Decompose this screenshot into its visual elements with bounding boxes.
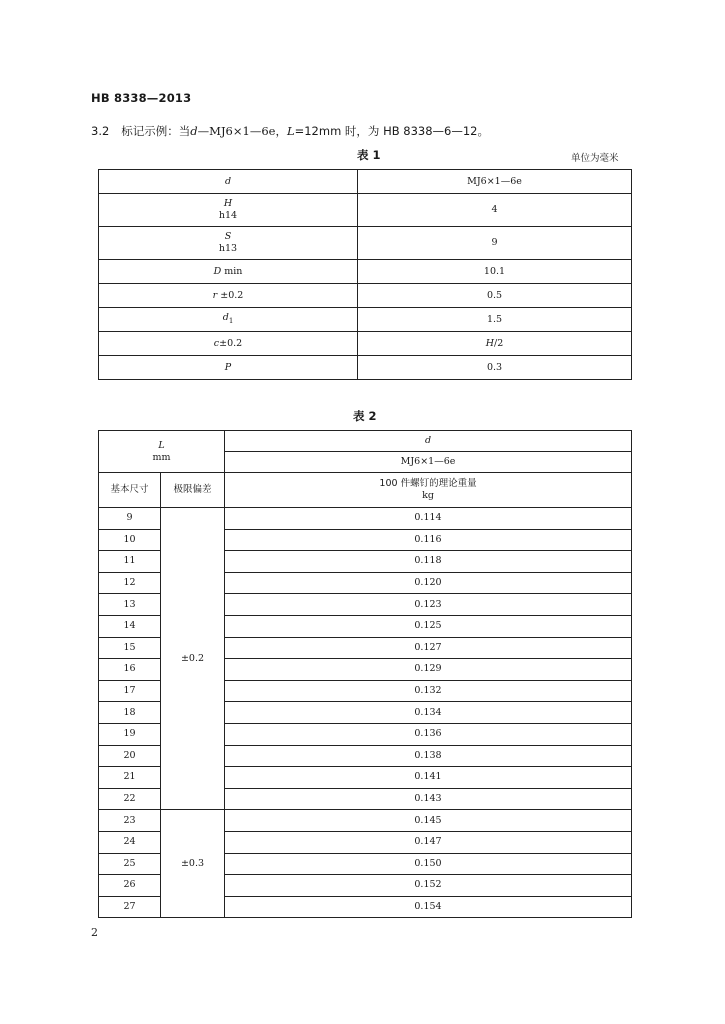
table-row [99, 356, 632, 380]
clause-number: 3.2 [91, 124, 110, 138]
size-cell: 19 [99, 723, 161, 745]
value-cell: 10.1 [358, 260, 632, 284]
length-unit: mm [152, 451, 171, 463]
param-symbol: D [213, 265, 222, 277]
param-cell [99, 308, 358, 332]
tolerance-header: 极限偏差 [161, 473, 225, 508]
size-cell: 9 [99, 508, 161, 530]
value-rest: /2 [494, 337, 504, 349]
tolerance-cell: ±0.2 [161, 508, 225, 810]
table1-dimensions [98, 169, 632, 380]
tolerance-cell: ±0.3 [161, 810, 225, 918]
value-cell [358, 332, 632, 356]
param-symbol: r [212, 289, 218, 301]
document-header: HB 8338—2013 [91, 91, 192, 105]
value-cell: 4 [358, 194, 632, 227]
d-header-cell: d [225, 431, 632, 452]
value-cell: MJ6×1—6e [358, 170, 632, 194]
size-cell: 24 [99, 831, 161, 853]
size-cell: 14 [99, 615, 161, 637]
param-suffix: min [221, 265, 243, 277]
clause-l-value: =12mm 时，为 HB 8338—6—12。 [294, 124, 489, 138]
param-symbol: d [222, 312, 229, 324]
param-symbol: H [223, 198, 233, 209]
weight-cell: 0.132 [225, 680, 632, 702]
weight-cell: 0.141 [225, 767, 632, 789]
value-symbol: H [485, 337, 495, 349]
weight-unit: kg [422, 490, 434, 501]
param-cell [99, 284, 358, 308]
size-cell: 20 [99, 745, 161, 767]
table-row [99, 227, 632, 260]
size-cell: 17 [99, 680, 161, 702]
size-cell: 21 [99, 767, 161, 789]
value-cell: 0.3 [358, 356, 632, 380]
table1-title: 表 1 [357, 148, 381, 162]
weight-header-label: 100 件螺钉的理论重量 [379, 478, 477, 489]
size-cell: 16 [99, 659, 161, 681]
weight-cell: 0.154 [225, 896, 632, 918]
table2-weights [98, 430, 632, 918]
table-row [99, 170, 632, 194]
param-symbol: c [213, 337, 220, 349]
table-row [99, 810, 632, 832]
param-tolerance-class: h13 [218, 243, 238, 254]
weight-cell: 0.145 [225, 810, 632, 832]
size-cell: 18 [99, 702, 161, 724]
weight-cell: 0.125 [225, 615, 632, 637]
table-row [99, 332, 632, 356]
clause-d-symbol: d [190, 124, 198, 138]
page-number: 2 [91, 926, 98, 939]
table-header-row [99, 473, 632, 508]
size-cell: 12 [99, 572, 161, 594]
param-cell [99, 260, 358, 284]
weight-cell: 0.136 [225, 723, 632, 745]
weight-cell: 0.120 [225, 572, 632, 594]
table-row [99, 308, 632, 332]
table-row [99, 508, 632, 530]
weight-cell: 0.134 [225, 702, 632, 724]
size-cell: 10 [99, 529, 161, 551]
marking-example-clause [91, 123, 489, 139]
weight-cell: 0.152 [225, 875, 632, 897]
weight-header-cell [225, 473, 632, 508]
weight-cell: 0.127 [225, 637, 632, 659]
length-symbol: L [158, 439, 165, 451]
weight-cell: 0.114 [225, 508, 632, 530]
size-cell: 23 [99, 810, 161, 832]
param-cell [99, 227, 358, 260]
weight-cell: 0.147 [225, 831, 632, 853]
table1-unit-note: 单位为毫米 [571, 153, 619, 164]
weight-cell: 0.116 [225, 529, 632, 551]
clause-l-symbol: L [286, 124, 295, 138]
weight-cell: 0.143 [225, 788, 632, 810]
clause-d-value: —MJ6×1—6e， [197, 124, 287, 138]
weight-cell: 0.129 [225, 659, 632, 681]
clause-intro: 标记示例：当 [121, 124, 191, 138]
size-cell: 11 [99, 551, 161, 573]
table-row [99, 194, 632, 227]
weight-cell: 0.138 [225, 745, 632, 767]
param-cell [99, 332, 358, 356]
size-cell: 15 [99, 637, 161, 659]
size-cell: 26 [99, 875, 161, 897]
param-symbol: S [224, 231, 232, 242]
param-cell [99, 194, 358, 227]
value-cell: 0.5 [358, 284, 632, 308]
value-cell: 9 [358, 227, 632, 260]
value-cell: 1.5 [358, 308, 632, 332]
table-header-row [99, 431, 632, 452]
table-row [99, 260, 632, 284]
param-suffix: ±0.2 [217, 289, 244, 301]
size-cell: 27 [99, 896, 161, 918]
length-header-cell [99, 431, 225, 473]
param-subscript: 1 [228, 316, 234, 325]
weight-cell: 0.118 [225, 551, 632, 573]
table-row [99, 284, 632, 308]
param-cell: d [99, 170, 358, 194]
thread-header-cell: MJ6×1—6e [225, 452, 632, 473]
param-suffix: ±0.2 [219, 337, 243, 349]
weight-cell: 0.150 [225, 853, 632, 875]
param-tolerance-class: h14 [218, 210, 238, 221]
param-cell: P [99, 356, 358, 380]
size-cell: 25 [99, 853, 161, 875]
basic-size-header: 基本尺寸 [99, 473, 161, 508]
size-cell: 13 [99, 594, 161, 616]
table2-title: 表 2 [353, 409, 377, 423]
size-cell: 22 [99, 788, 161, 810]
weight-cell: 0.123 [225, 594, 632, 616]
